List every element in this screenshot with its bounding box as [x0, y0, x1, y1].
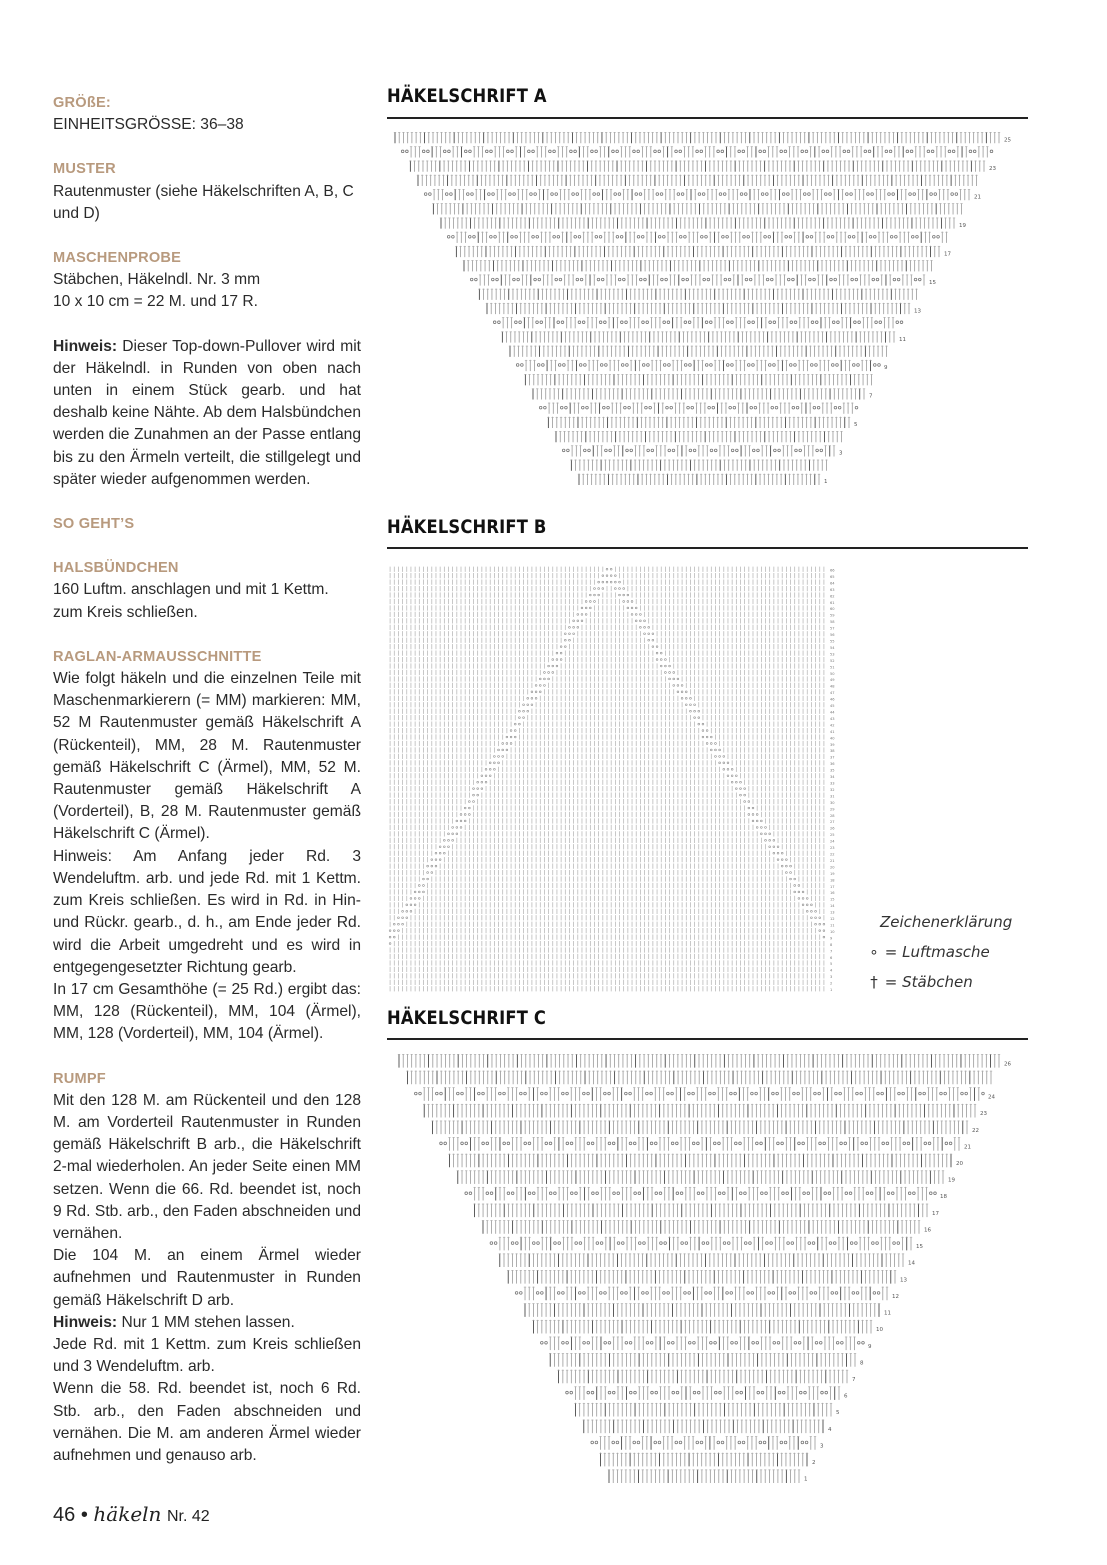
row-number: 21	[974, 194, 981, 201]
row-number: 17	[932, 1210, 939, 1217]
stitch-row	[390, 676, 824, 681]
row-number: 58	[830, 620, 835, 625]
stitch-row	[390, 954, 824, 959]
stitch-row	[390, 960, 824, 965]
row-number: 13	[830, 910, 835, 915]
stitch-row	[424, 189, 970, 200]
stitch-row	[390, 922, 825, 927]
row-number: 7	[869, 393, 873, 400]
stitch-row	[415, 1087, 985, 1101]
neck-heading: HALSBÜNDCHEN	[53, 560, 179, 577]
chart-c	[387, 1046, 1027, 1491]
row-number: 4	[828, 1426, 832, 1433]
stitch-row	[515, 1287, 888, 1301]
stitch-row	[390, 780, 824, 785]
row-number: 17	[944, 251, 951, 258]
body-note-text: Nur 1 MM stehen lassen.	[117, 1313, 295, 1331]
stitch-row	[390, 663, 824, 668]
row-number: 23	[989, 165, 996, 172]
stitch-row	[599, 1453, 808, 1467]
row-number: 19	[948, 1177, 955, 1184]
legend-dc-row	[868, 971, 1012, 1001]
chain-stitch-icon: ∘	[869, 943, 879, 961]
stitch-row	[423, 1104, 976, 1118]
chart-c-rule	[387, 1038, 1028, 1040]
stitch-row	[390, 715, 824, 720]
stitch-row	[390, 876, 824, 881]
body-note	[53, 1312, 361, 1334]
row-number: 20	[830, 865, 835, 870]
stitch-row	[524, 1303, 880, 1317]
row-number: 25	[830, 833, 835, 838]
row-number: 42	[830, 723, 835, 728]
body-note-label: Hinweis:	[53, 1313, 118, 1331]
stitch-row	[390, 767, 824, 772]
chart-b	[386, 564, 842, 996]
row-number: 9	[884, 365, 888, 372]
row-number: 9	[830, 936, 833, 941]
row-number: 21	[830, 858, 835, 863]
stitch-row	[490, 1237, 912, 1251]
magazine-brand: häkeln	[93, 1502, 162, 1526]
stitch-row	[390, 670, 824, 675]
row-number: 60	[830, 607, 835, 612]
stitch-row	[486, 303, 910, 314]
chart-a-rule	[387, 117, 1028, 119]
stitch-row	[509, 346, 888, 357]
row-number: 48	[830, 684, 835, 689]
stitch-row	[507, 1270, 896, 1284]
row-number: 51	[830, 665, 835, 670]
stitch-row	[390, 709, 824, 714]
row-number: 36	[830, 762, 835, 767]
stitch-row	[390, 818, 824, 823]
stitch-row	[547, 417, 850, 428]
stitch-row	[394, 132, 1000, 143]
stitch-row	[390, 896, 824, 901]
gauge-heading: MASCHENPROBE	[53, 250, 182, 267]
stitch-row	[390, 618, 824, 623]
stitch-row	[499, 1253, 905, 1267]
stitch-row	[390, 851, 824, 856]
row-number: 10	[830, 929, 835, 934]
stitch-row	[574, 1403, 832, 1417]
pattern-text: Rautenmuster (siehe Häkelschriften A, B, C und D)	[53, 182, 354, 222]
howto-heading: SO GEHT’S	[53, 516, 135, 533]
size-heading: GRÖßE:	[53, 95, 111, 111]
stitch-row	[390, 651, 824, 656]
row-number: 41	[830, 729, 835, 734]
stitch-row	[409, 160, 985, 171]
chart-b-rule	[387, 547, 1028, 549]
stitch-row	[390, 883, 824, 888]
stitch-row	[390, 909, 824, 914]
stitch-row	[555, 431, 843, 442]
row-number: 66	[830, 568, 835, 573]
stitch-row	[390, 902, 824, 907]
row-number: 32	[830, 787, 835, 792]
stitch-row	[401, 146, 992, 157]
stitch-row	[557, 1370, 848, 1384]
stitch-row	[608, 1469, 800, 1483]
stitch-row	[390, 838, 824, 843]
stitch-row	[390, 760, 824, 765]
row-number: 18	[830, 878, 835, 883]
row-number: 65	[830, 574, 835, 579]
stitch-row	[390, 747, 824, 752]
row-number: 3	[839, 450, 843, 457]
row-number: 15	[830, 897, 835, 902]
chart-b-title: HÄKELSCHRIFT B	[387, 516, 547, 538]
stitch-row	[390, 586, 824, 591]
legend-dc-label: = Stäbchen	[884, 973, 973, 991]
stitch-row	[539, 403, 857, 414]
chart-c-title: HÄKELSCHRIFT C	[387, 1007, 547, 1029]
stitch-row	[390, 741, 824, 746]
stitch-row	[390, 844, 824, 849]
stitch-row	[390, 567, 824, 572]
row-number: 63	[830, 587, 835, 592]
stitch-row	[390, 644, 824, 649]
row-number: 59	[830, 613, 835, 618]
stitch-row	[390, 638, 824, 643]
stitch-row	[390, 799, 824, 804]
row-number: 30	[830, 800, 835, 805]
row-number: 23	[830, 846, 835, 851]
stitch-row	[390, 973, 824, 978]
row-number: 26	[830, 826, 835, 831]
legend-title: Zeichenerklärung	[880, 913, 1013, 931]
stitch-row	[390, 683, 824, 688]
body-paragraph-3: Jede Rd. mit 1 Kettm. zum Kreis schließen und 3 Wendeluftm. arb.	[53, 1335, 361, 1376]
stitch-row	[406, 1071, 992, 1085]
row-number: 6	[844, 1393, 848, 1400]
stitch-row	[390, 986, 824, 991]
stitch-row	[583, 1420, 825, 1434]
row-number: 14	[908, 1260, 915, 1267]
row-number: 29	[830, 807, 835, 812]
stitch-row	[470, 274, 925, 285]
stitch-row	[398, 1054, 1000, 1068]
row-number: 19	[830, 871, 835, 876]
row-number: 2	[812, 1460, 816, 1467]
stitch-row	[389, 928, 825, 933]
row-number: 16	[924, 1227, 931, 1234]
row-number: 49	[830, 678, 835, 683]
row-number: 1	[830, 988, 833, 993]
stitch-row	[390, 805, 824, 810]
stitch-row	[478, 289, 918, 300]
row-number: 61	[830, 600, 835, 605]
body-heading: RUMPF	[53, 1070, 106, 1087]
stitch-row	[447, 232, 947, 243]
note-text: Dieser Top-down-Pullover wird mit der Häkelndl. in Runden von oben nach unten in einem Stück gearb. und hat deshalb keine Nähte. Ab dem Halsbündchen werden die Zunahmen an der Passe entlang bis zu den Ärmeln verteilt, die stillgelegt und später wieder aufgenommen werden.	[53, 337, 361, 488]
stitch-row	[390, 980, 824, 985]
stitch-row	[390, 831, 824, 836]
row-number: 6	[830, 955, 833, 960]
stitch-row	[524, 374, 873, 385]
stitch-row	[390, 793, 824, 798]
stitch-row	[390, 573, 824, 578]
row-number: 37	[830, 755, 835, 760]
row-number: 5	[830, 962, 833, 967]
stitch-row	[455, 246, 940, 257]
stitch-row	[390, 967, 824, 972]
chart-a	[387, 124, 1027, 494]
row-number: 4	[830, 968, 833, 973]
instructions-column	[53, 92, 361, 1467]
legend-chain-row	[868, 941, 1012, 971]
row-number: 43	[830, 716, 835, 721]
row-number: 62	[830, 594, 835, 599]
stitch-row	[473, 1204, 928, 1218]
row-number: 17	[830, 884, 835, 889]
size-text: EINHEITSGRÖSSE: 36–38	[53, 116, 244, 134]
symbol-legend	[868, 911, 1012, 1001]
stitch-row	[390, 722, 824, 727]
row-number: 28	[830, 813, 835, 818]
raglan-paragraph-1: Wie folgt häkeln und die einzelnen Teile mit Maschenmarkierern (= MM) markieren: MM, 52 M Rautenmuster gemäß Häkelschrift A (Rückenteil), MM, 28 M. Rautenmuster gemäß Häkelschrift C (Ärmel), MM, 52 M. Rautenmuster gemäß Häkelschrift A (Vorderteil), B, 28 M. Rautenmuster gemäß Häkelschrift C (Ärmel).	[53, 670, 361, 843]
row-number: 27	[830, 820, 835, 825]
row-number: 25	[1004, 137, 1011, 144]
row-number: 15	[916, 1244, 923, 1251]
pattern-heading: MUSTER	[53, 161, 116, 178]
row-number: 44	[830, 710, 835, 715]
stitch-row	[389, 941, 824, 946]
stitch-row	[457, 1170, 945, 1184]
stitch-row	[549, 1353, 856, 1367]
stitch-row	[440, 217, 955, 228]
row-number: 57	[830, 626, 835, 631]
stitch-row	[463, 260, 933, 271]
stitch-row	[390, 889, 824, 894]
row-number: 22	[830, 852, 835, 857]
stitch-row	[417, 175, 978, 186]
row-number: 12	[892, 1293, 899, 1300]
stitch-row	[493, 317, 902, 328]
stitch-row	[390, 592, 824, 597]
stitch-row	[390, 786, 824, 791]
row-number: 5	[836, 1410, 840, 1417]
stitch-row	[390, 754, 824, 759]
row-number: 46	[830, 697, 835, 702]
stitch-row	[390, 728, 824, 733]
stitch-row	[390, 631, 824, 636]
stitch-row	[431, 1120, 968, 1134]
row-number: 8	[830, 942, 833, 947]
stitch-row	[390, 612, 824, 617]
row-number: 8	[860, 1360, 864, 1367]
page-number: 46	[53, 1504, 76, 1526]
stitch-row	[390, 857, 824, 862]
row-number: 64	[830, 581, 835, 586]
row-number: 33	[830, 781, 835, 786]
stitch-row	[390, 696, 824, 701]
stitch-row	[566, 1386, 841, 1400]
row-number: 1	[824, 479, 828, 486]
body-paragraph-1: Mit den 128 M. am Rückenteil und den 128 M. am Vorderteil Rautenmuster in Runden gemäß Häkelschrift B arb., die Häkelschrift 2-mal wiederholen. An jeder Seite einen MM setzen. Wenn die 66. Rd. beendet ist, noch 9 Rd. Stb. arb., den Faden abschneiden und vernähen.	[53, 1091, 361, 1242]
row-number: 53	[830, 652, 835, 657]
stitch-row	[440, 1137, 961, 1151]
stitch-row	[482, 1220, 920, 1234]
row-number: 11	[830, 923, 835, 928]
stitch-row	[570, 460, 828, 471]
row-number: 5	[854, 422, 858, 429]
gauge-line-1: Stäbchen, Häkelndl. Nr. 3 mm	[53, 271, 261, 289]
row-number: 12	[830, 917, 835, 922]
stitch-row	[390, 947, 824, 952]
stitch-row	[390, 689, 824, 694]
stitch-row	[390, 599, 824, 604]
stitch-row	[390, 864, 824, 869]
stitch-row	[562, 445, 835, 456]
raglan-paragraph-2: Hinweis: Am Anfang jeder Rd. 3 Wendeluftm. arb. und jede Rd. mit 1 Kettm. zum Kreis schließen. Es wird in Rd. in Hin- und Rückr. gearb., d. h., am Ende jeder Rd. wird die Arbeit umgedreht und es wird in entgegengesetzter Richtung gearb.	[53, 847, 361, 976]
row-number: 19	[959, 222, 966, 229]
stitch-row	[390, 812, 824, 817]
body-paragraph-4: Wenn die 58. Rd. beendet ist, noch 6 Rd. Stb. arb., den Faden abschneiden und vernähen. Die M. am anderen Ärmel wieder aufnehmen und genauso arb.	[53, 1380, 361, 1464]
raglan-paragraph-3: In 17 cm Gesamthöhe (= 25 Rd.) ergibt das: MM, 128 (Rückenteil), MM, 104 (Ärmel), MM, 128 (Vorderteil), MM, 104 (Ärmel).	[53, 980, 361, 1043]
gauge-line-2: 10 x 10 cm = 22 M. und 17 R.	[53, 293, 258, 311]
row-number: 11	[899, 336, 906, 343]
chart-a-title: HÄKELSCHRIFT A	[387, 85, 547, 107]
row-number: 2	[830, 981, 833, 986]
stitch-row	[390, 734, 824, 739]
stitch-row	[390, 625, 824, 630]
row-number: 24	[830, 839, 835, 844]
row-number: 23	[980, 1111, 987, 1118]
stitch-row	[578, 474, 820, 485]
row-number: 26	[1004, 1061, 1011, 1068]
row-number: 13	[914, 308, 921, 315]
row-number: 56	[830, 633, 835, 638]
row-number: 35	[830, 768, 835, 773]
legend-chain-label: = Luftmasche	[884, 943, 990, 961]
row-number: 16	[830, 891, 835, 896]
note-label: Hinweis:	[53, 337, 118, 355]
double-crochet-icon: †	[870, 973, 878, 991]
stitch-row	[390, 870, 824, 875]
body-paragraph-2: Die 104 M. an einem Ärmel wieder aufnehmen und Rautenmuster in Runden gemäß Häkelschrift D arb.	[53, 1247, 361, 1309]
note-paragraph	[53, 336, 361, 491]
row-number: 13	[900, 1277, 907, 1284]
issue-number: Nr. 42	[167, 1508, 210, 1525]
row-number: 3	[820, 1443, 824, 1450]
row-number: 10	[876, 1327, 883, 1334]
stitch-row	[532, 1320, 872, 1334]
row-number: 7	[830, 949, 833, 954]
stitch-row	[390, 702, 824, 707]
neck-text: 160 Luftm. anschlagen und mit 1 Kettm. zum Kreis schließen.	[53, 581, 329, 621]
row-number: 55	[830, 639, 835, 644]
stitch-row	[465, 1187, 936, 1201]
row-number: 47	[830, 691, 835, 696]
stitch-row	[389, 935, 825, 940]
raglan-heading: RAGLAN-ARMAUSSCHNITTE	[53, 648, 262, 665]
stitch-row	[390, 605, 824, 610]
row-number: 20	[956, 1160, 963, 1167]
stitch-row	[516, 360, 880, 371]
page-footer	[53, 1502, 210, 1527]
footer-bullet: •	[80, 1504, 88, 1526]
row-number: 14	[830, 904, 835, 909]
row-number: 7	[852, 1376, 856, 1383]
row-number: 45	[830, 704, 835, 709]
stitch-row	[591, 1436, 816, 1450]
row-number: 18	[940, 1194, 947, 1201]
row-number: 15	[929, 279, 936, 286]
stitch-row	[390, 773, 824, 778]
row-number: 31	[830, 794, 835, 799]
row-number: 11	[884, 1310, 891, 1317]
stitch-row	[432, 203, 963, 214]
row-number: 39	[830, 742, 835, 747]
row-number: 1	[804, 1476, 808, 1483]
stitch-row	[501, 331, 895, 342]
stitch-row	[448, 1154, 952, 1168]
stitch-row	[390, 915, 824, 920]
row-number: 34	[830, 775, 835, 780]
row-number: 40	[830, 736, 835, 741]
row-number: 54	[830, 645, 835, 650]
row-number: 22	[972, 1127, 979, 1134]
stitch-row	[390, 825, 824, 830]
row-number: 3	[830, 975, 833, 980]
row-number: 24	[988, 1094, 995, 1101]
row-number: 52	[830, 658, 835, 663]
row-number: 21	[964, 1144, 971, 1151]
stitch-row	[390, 580, 824, 585]
stitch-row	[541, 1336, 865, 1350]
stitch-row	[390, 657, 824, 662]
row-number: 38	[830, 749, 835, 754]
row-number: 9	[868, 1343, 872, 1350]
row-number: 50	[830, 671, 835, 676]
stitch-row	[532, 388, 865, 399]
